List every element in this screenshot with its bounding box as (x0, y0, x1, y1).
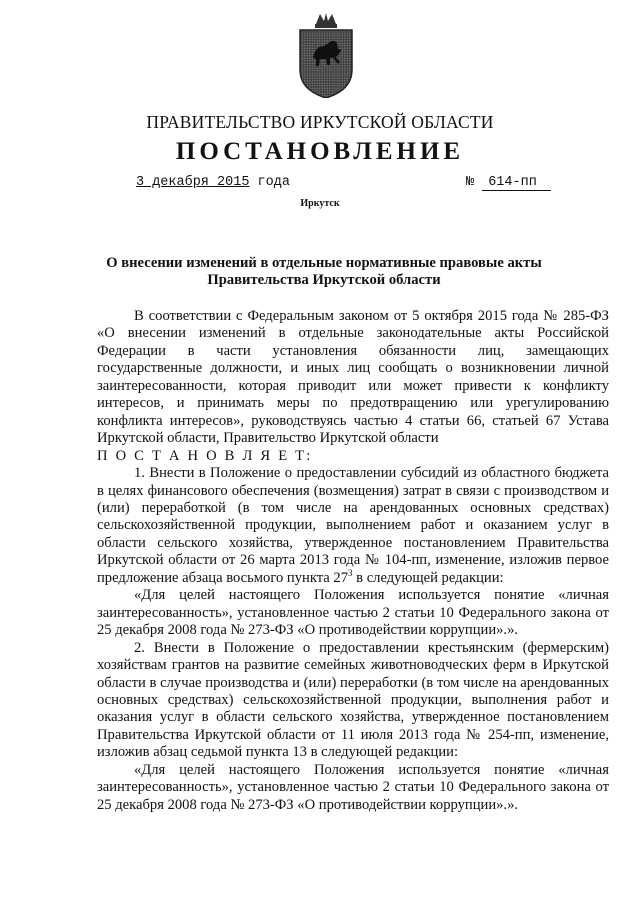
number-value: 614-пп (482, 176, 551, 191)
item-1-superscript: 3 (348, 567, 353, 578)
subject-line-2: Правительства Иркутской области (207, 272, 441, 288)
date-value: 3 декабря 2015 (136, 175, 250, 190)
city-name: Иркутск (300, 198, 340, 209)
item-2-quote: «Для целей настоящего Положения используется понятие «личная заинтересованность», установленное частью 2 статьи 10 Федерального закона от 25 декабря 2008 года № 273-ФЗ «О противодействии коррупции».». (97, 761, 609, 813)
item-1-paragraph (97, 465, 609, 587)
document-date (136, 175, 290, 190)
preamble-paragraph: В соответствии с Федеральным законом от 5 октября 2015 года № 285-ФЗ «О внесении изменений в отдельные законодательные акты Российской Федерации в части установления обязанности лиц, замещающих государственные должности, и иных лиц сообщать о возникновении личной заинтересованности, которая приводит или может привести к конфликту интересов, и принимать меры по предотвращению или урегулированию конфликта интересов», руководствуясь частью 4 статьи 66, статьей 67 Устава Иркутской области, Правительство Иркутской области (97, 308, 609, 447)
date-suffix: года (249, 175, 290, 190)
item-1-tail: в следующей редакции: (352, 569, 504, 586)
government-name: ПРАВИТЕЛЬСТВО ИРКУТСКОЙ ОБЛАСТИ (146, 112, 494, 132)
document-subject (90, 255, 558, 289)
coat-of-arms-icon (296, 12, 356, 98)
number-prefix: № (466, 175, 483, 190)
item-1-text: 1. Внести в Положение о предоставлении субсидий из областного бюджета в целях финансового обеспечения (возмещения) затрат в связи с производством и (или) переработкой (в том числе на арендованных основных средствах) сельскохозяйственной продукции, выполнением работ и оказанием услуг в области сельского хозяйства, утвержденное постановлением Правительства Иркутской области от 26 марта 2013 года № 104-пп, изменение, изложив первое предложение абзаца восьмого пункта 27 (97, 465, 609, 586)
resolves-heading: П О С Т А Н О В Л Я Е Т: (97, 447, 313, 464)
item-2-paragraph: 2. Внести в Положение о предоставлении крестьянским (фермерским) хозяйствам грантов на развитие семейных животноводческих ферм в Иркутской области в случае производства и (или) переработки (в том числе на арендованных основных средствах) сельскохозяйственной продукции, выполнения работ и оказания услуг в области сельского хозяйства, утвержденное постановлением Правительства Иркутской области от 11 июля 2013 года № 254-пп, изменение, изложив абзац седьмой пункта 13 в следующей редакции: (97, 639, 609, 761)
subject-line-1: О внесении изменений в отдельные нормативные правовые акты (106, 255, 542, 271)
document-type: ПОСТАНОВЛЕНИЕ (175, 138, 465, 165)
item-1-quote: «Для целей настоящего Положения используется понятие «личная заинтересованность», установленное частью 2 статьи 10 Федерального закона от 25 декабря 2008 года № 273-ФЗ «О противодействии коррупции».». (97, 587, 609, 639)
document-body (97, 308, 609, 814)
document-number (466, 175, 551, 191)
